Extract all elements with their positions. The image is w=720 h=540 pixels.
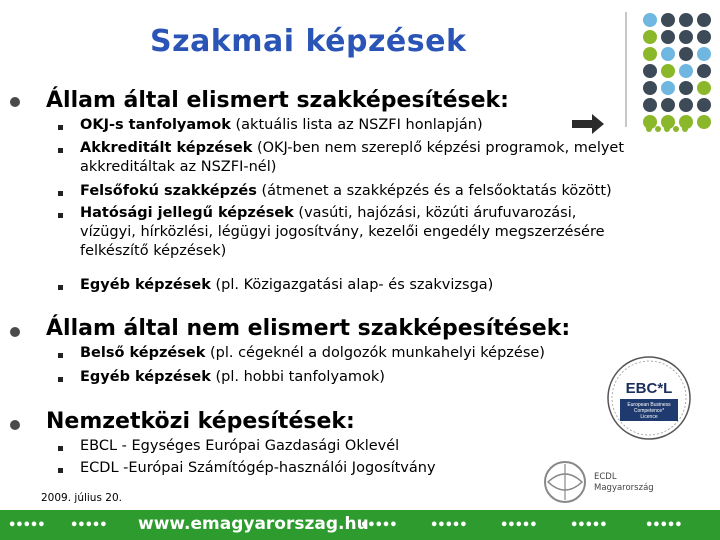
decorative-dot <box>697 81 711 95</box>
footer-dots: ••••• <box>430 518 467 533</box>
square-bullet-icon <box>58 125 63 130</box>
list-item: ECDL -Európai Számítógép-használói Jogosítvány <box>80 460 436 476</box>
footer-dots: ••••• <box>360 518 397 533</box>
decorative-dot <box>643 81 657 95</box>
green-dots-icon <box>645 124 705 134</box>
list-item: Egyéb képzések (pl. hobbi tanfolyamok) <box>80 369 385 385</box>
section-heading-not-recognized: Állam által nem elismert szakképesítések: <box>46 316 571 341</box>
square-bullet-icon <box>58 191 63 196</box>
list-item: Hatósági jellegű képzések (vasúti, hajózási, közúti árufuvarozási, vízügyi, hírközlési, légügyi jogosítvány, kezelői engedély megszerzésére felkészítő képzések) <box>80 205 605 259</box>
date-label: 2009. július 20. <box>41 492 122 504</box>
decorative-dot <box>661 47 675 61</box>
bullet-icon <box>10 420 20 430</box>
decorative-dot <box>679 13 693 27</box>
ebcl-logo-text: EBC*L <box>625 380 673 397</box>
ebcl-logo-sub: Licence <box>640 414 658 420</box>
decorative-dot <box>697 30 711 44</box>
footer-dots: ••••• <box>500 518 537 533</box>
footer-bar <box>0 510 720 540</box>
footer-dots: ••••• <box>70 518 107 533</box>
decorative-dot <box>679 30 693 44</box>
square-bullet-icon <box>58 377 63 382</box>
ebcl-logo <box>606 355 692 441</box>
list-item: Belső képzések (pl. cégeknél a dolgozók munkahelyi képzése) <box>80 345 545 361</box>
ebcl-logo-sub: European Business <box>627 402 671 408</box>
footer-dots: ••••• <box>570 518 607 533</box>
ecdl-logo <box>538 460 592 504</box>
decorative-dot <box>679 47 693 61</box>
green-dot <box>646 126 652 132</box>
decorative-dot <box>661 13 675 27</box>
green-dot <box>673 126 679 132</box>
divider-line <box>625 12 627 127</box>
decorative-dot <box>697 98 711 112</box>
list-item: Felsőfokú szakképzés (átmenet a szakképzés és a felsőoktatás között) <box>80 183 612 199</box>
square-bullet-icon <box>58 285 63 290</box>
decorative-dot <box>643 64 657 78</box>
ebcl-logo-sub: Competence* <box>633 408 665 414</box>
list-item: Akkreditált képzések (OKJ-ben nem szereplő képzési programok, melyet akkreditáltak az NSZFI-nél) <box>80 140 625 175</box>
footer-url-link[interactable]: www.emagyarorszag.hu <box>138 514 369 534</box>
decorative-dot <box>661 81 675 95</box>
section-heading-recognized: Állam által elismert szakképesítések: <box>46 88 509 113</box>
decorative-dot <box>661 30 675 44</box>
square-bullet-icon <box>58 468 63 473</box>
green-dot <box>664 126 670 132</box>
bullet-icon <box>10 327 20 337</box>
decorative-dot <box>643 30 657 44</box>
square-bullet-icon <box>58 353 63 358</box>
decorative-dot <box>697 47 711 61</box>
decorative-dot <box>643 98 657 112</box>
decorative-dot <box>679 98 693 112</box>
decorative-dot <box>661 64 675 78</box>
square-bullet-icon <box>58 213 63 218</box>
square-bullet-icon <box>58 148 63 153</box>
ecdl-logo-text: ECDL Magyarország <box>594 472 654 493</box>
footer-dots: ••••• <box>645 518 682 533</box>
green-dot <box>655 126 661 132</box>
footer-dots: ••••• <box>8 518 45 533</box>
list-item: EBCL - Egységes Európai Gazdasági Oklevél <box>80 438 400 454</box>
page-title: Szakmai képzések <box>150 24 467 59</box>
square-bullet-icon <box>58 446 63 451</box>
decorative-dot <box>643 47 657 61</box>
bullet-icon <box>10 97 20 107</box>
decorative-dot <box>643 13 657 27</box>
decorative-dot <box>697 64 711 78</box>
decorative-dot <box>697 13 711 27</box>
decorative-dot <box>661 98 675 112</box>
decorative-dot <box>679 81 693 95</box>
decorative-dot <box>679 64 693 78</box>
arrow-right-icon <box>572 114 606 134</box>
section-heading-international: Nemzetközi képesítések: <box>46 409 355 434</box>
list-item: OKJ-s tanfolyamok (aktuális lista az NSZFI honlapján) <box>80 117 483 133</box>
green-dot <box>682 126 688 132</box>
list-item: Egyéb képzések (pl. Közigazgatási alap- és szakvizsga) <box>80 277 494 293</box>
